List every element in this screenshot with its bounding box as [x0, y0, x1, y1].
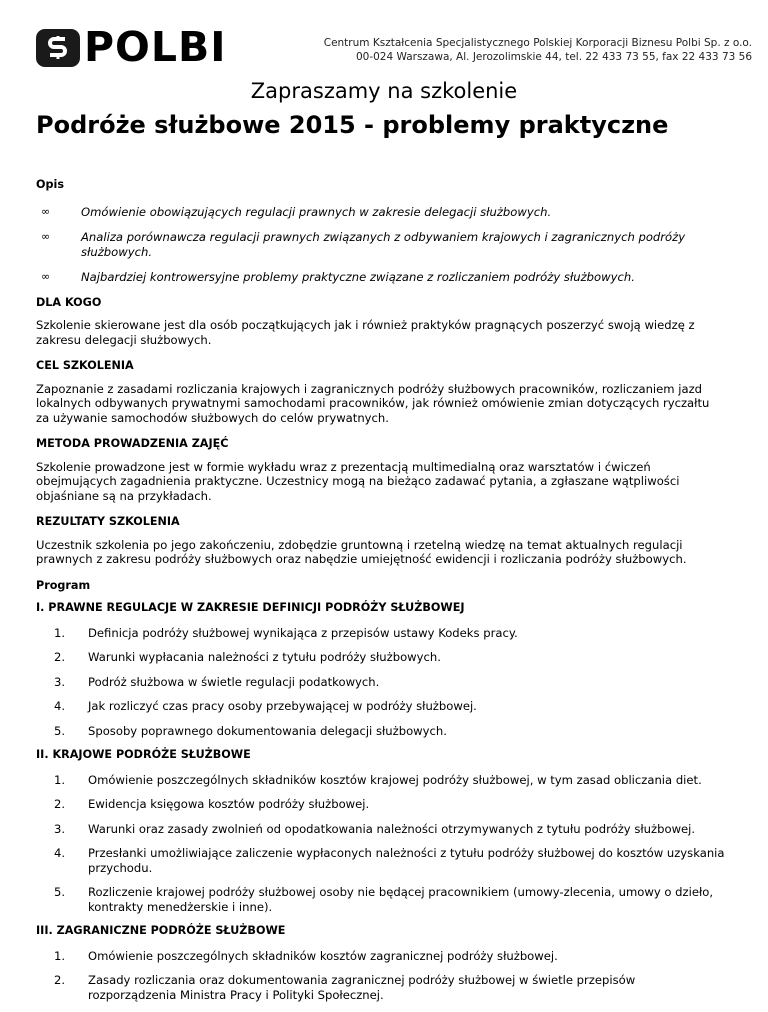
program-section-list [36, 773, 726, 915]
company-address: 00-024 Warszawa, Al. Jerozolimskie 44, tel. 22 433 73 55, fax 22 433 73 56 [355, 51, 752, 63]
list-item: 1. Omówienie poszczególnych składników kosztów krajowej podróży służbowej, w tym zasad obliczania diet. [54, 772, 702, 787]
opis-heading: Opis [36, 178, 65, 191]
metoda-heading: METODA PROWADZENIA ZAJĘĆ [36, 437, 229, 450]
program-section-title: I. PRAWNE REGULACJE W ZAKRESIE DEFINICJI PODRÓŻY SŁUŻBOWEJ [36, 601, 465, 614]
opis-list [36, 205, 726, 285]
logo-text: POLBI [84, 23, 227, 71]
list-item: 3. Podróż służbowa w świetle regulacji podatkowych. [54, 674, 380, 689]
program-section-list [36, 626, 726, 739]
metoda-text: Szkolenie prowadzone jest w formie wykładu wraz z prezentacją multimedialną oraz warsztatów i ćwiczeń obejmujących zagadnienia praktyczne. Uczestnicy mogą na bieżąco zadawać pytania, a zgłaszane wątpliwości objaśniane są na przykładach. [36, 459, 680, 503]
program-section-title: III. ZAGRANICZNE PODRÓŻE SŁUŻBOWE [36, 924, 286, 937]
document-content [36, 178, 726, 1012]
company-name: Centrum Kształcenia Specjalistycznego Polskiej Korporacji Biznesu Polbi Sp. z o.o. [323, 37, 752, 49]
cel-text: Zapoznanie z zasadami rozliczania krajowych i zagranicznych podróży służbowych pracowników, rozliczaniem jazd lokalnych odbywanych prywatnymi samochodami pracowników, jak również omówienie zmian dotyczących ryczałtu za używanie samochodów służbowych do celów prywatnych. [36, 381, 710, 425]
page-title: Podróże służbowe 2015 - problemy praktyczne [36, 111, 669, 139]
rezultaty-text: Uczestnik szkolenia po jego zakończeniu, zdobędzie gruntowną i rzetelną wiedzę na temat aktualnych regulacji prawnych z zakresu podróży służbowych oraz nabędzie umiejętność ewidencji i rozliczania podróży służbowych. [36, 537, 687, 566]
list-item: ∞ Najbardziej kontrowersyjne problemy praktyczne związane z rozliczaniem podróży służbowych. [41, 270, 635, 284]
list-item: 5. Sposoby poprawnego dokumentowania delegacji służbowych. [54, 723, 447, 738]
bullet-icon: ∞ [41, 230, 51, 243]
list-item: ∞ Analiza porównawcza regulacji prawnych związanych z odbywaniem krajowych i zagranicznych podróży służbowych. [41, 230, 686, 259]
bullet-icon: ∞ [41, 204, 51, 218]
list-item: 2. Warunki wypłacania należności z tytułu podróży służbowych. [54, 650, 441, 664]
list-item: 4. Przesłanki umożliwiające zaliczenie wypłaconych należności z tytułu podróży służbowej do kosztów uzyskania przychodu. [54, 846, 725, 875]
list-item: 2. Zasady rozliczania oraz dokumentowania zagranicznej podróży służbowej w świetle przepisów rozporządzenia Ministra Pracy i Polityki Społecznej. [54, 973, 636, 1002]
cel-heading: CEL SZKOLENIA [36, 359, 134, 372]
list-item: 1. Definicja podróży służbowej wynikająca z przepisów ustawy Kodeks pracy. [54, 625, 518, 640]
list-item: 3. Warunki oraz zasady zwolnień od opodatkowania należności otrzymywanych z tytułu podróży służbowej. [54, 821, 696, 836]
list-item: 2. Ewidencja księgowa kosztów podróży służbowej. [54, 797, 370, 811]
list-item: 1. Omówienie poszczególnych składników kosztów zagranicznej podróży służbowej. [54, 948, 558, 963]
dla-kogo-text: Szkolenie skierowane jest dla osób początkujących jak i również praktyków pragnących poszerzyć swoją wiedzę z zakresu delegacji służbowych. [36, 318, 695, 347]
company-info [324, 36, 752, 64]
program-section-title: II. KRAJOWE PODRÓŻE SŁUŻBOWE [36, 748, 251, 761]
dla-kogo-heading: DLA KOGO [36, 295, 102, 309]
list-item: ∞ Omówienie obowiązujących regulacji prawnych w zakresie delegacji służbowych. [41, 204, 552, 219]
rezultaty-heading: REZULTATY SZKOLENIA [36, 515, 180, 528]
polbi-logo-icon [36, 28, 86, 68]
list-item: 4. Jak rozliczyć czas pracy osoby przebywającej w podróży służbowej. [54, 699, 477, 713]
program-heading: Program [36, 578, 91, 592]
list-item: 5. Rozliczenie krajowej podróży służbowej osoby nie będącej pracownikiem (umowy-zlecenia, umowy o dzieło, kontrakty menedżerskie i inne). [54, 885, 714, 914]
bullet-icon: ∞ [41, 270, 51, 283]
invite-heading: Zapraszamy na szkolenie [250, 79, 518, 103]
